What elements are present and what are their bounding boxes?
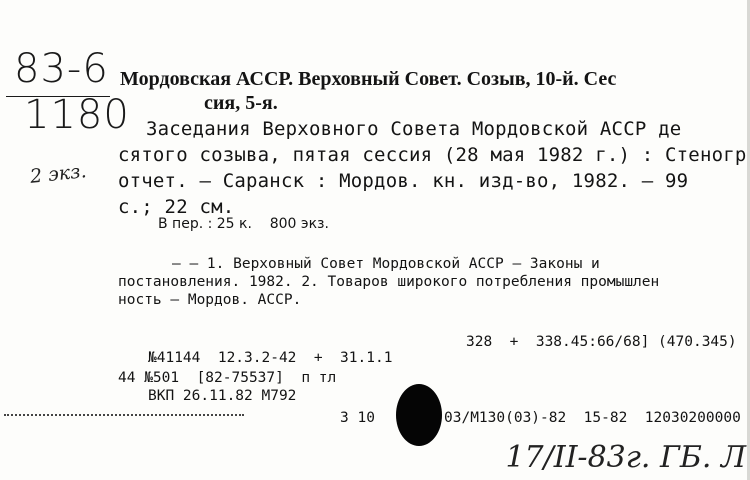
description-line-3: отчет. — Саранск : Мордов. кн. изд-во, 1982. — 99 — [118, 170, 689, 192]
ink-blot — [396, 384, 442, 446]
classification-index: 328 + 338.45:66/68] (470.345) — [466, 334, 737, 350]
heading-line-2: сия, 5-я. — [204, 92, 278, 114]
registration-line-2: 44 №501 [82-75537] п тл — [118, 370, 337, 386]
footer-code-right: 03/М130(03)-82 15-82 12030200000 — [444, 410, 741, 426]
handwritten-date: 17/II-83г. ГБ. Л — [505, 440, 746, 475]
dotted-separator-left — [4, 414, 244, 416]
footer-code-left: 3 10 — [340, 410, 375, 426]
registration-line-1: №41144 12.3.2-42 + 31.1.1 — [148, 350, 393, 366]
description-line-1: Заседания Верховного Совета Мордовской АССР де — [146, 118, 682, 140]
subject-line-2: постановления. 1982. 2. Товаров широкого потребления промышлен — [118, 274, 660, 290]
call-number-top: 83-6 — [14, 46, 109, 92]
call-number-bottom: 1180 — [24, 92, 130, 138]
price-line: В пер. : 25 к. 800 экз. — [158, 216, 329, 232]
description-line-2: сятого созыва, пятая сессия (28 мая 1982 г.) : Стеногр — [118, 144, 747, 166]
registration-line-3: ВКП 26.11.82 М792 — [148, 388, 297, 404]
handwritten-copies-note: 2 экз. — [29, 160, 88, 188]
subject-line-1: — — 1. Верховный Совет Мордовской АССР — Законы и — [172, 256, 600, 272]
heading-line-1: Мордовская АССР. Верховный Совет. Созыв, 10-й. Сес — [120, 68, 617, 90]
subject-line-3: ность — Мордов. АССР. — [118, 292, 302, 308]
description-line-4: с.; 22 см. — [118, 196, 235, 218]
